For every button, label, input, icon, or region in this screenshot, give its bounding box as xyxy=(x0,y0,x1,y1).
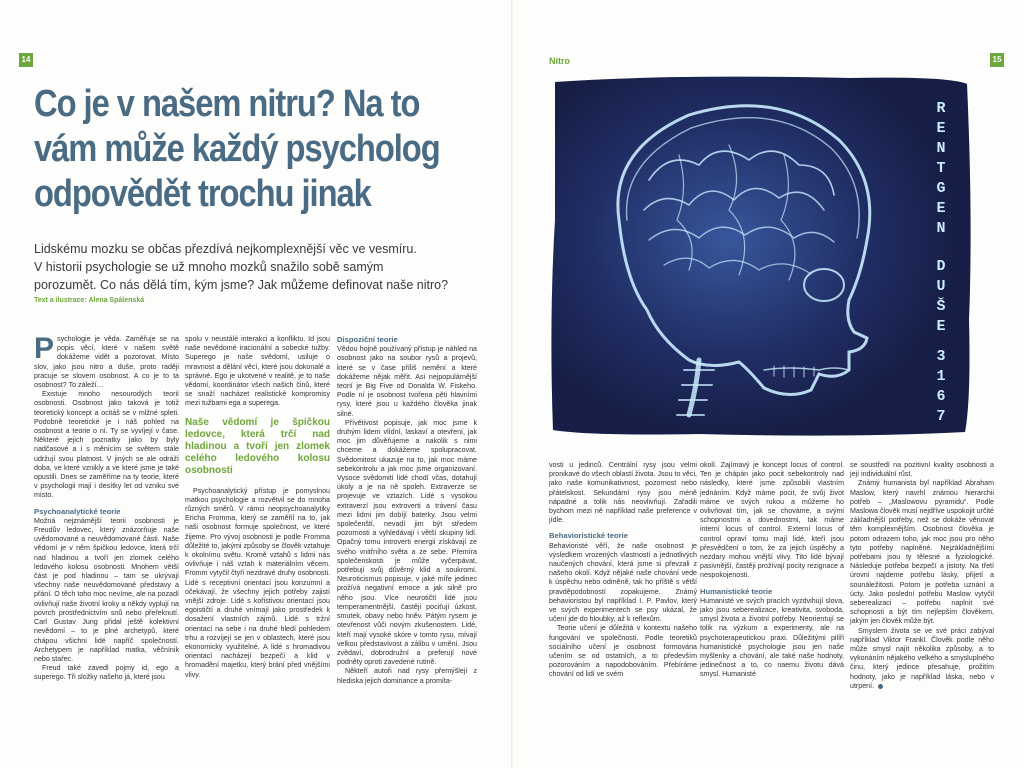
xray-skull-illustration xyxy=(549,70,974,440)
headline-line: Co je v našem nitru? Na to xyxy=(34,83,420,125)
caption-letter: E xyxy=(936,200,946,217)
paragraph: spolu v neustálé interakci a konfliktu. Id jsou naše nevědomé iracionální a sobecké tužby. Superego je naše svědomí, usiluje o mravnost a dělání věcí, které jsou dokonalé a správné. Ego je ukotvené v realitě, je to naše vědomí, koordinátor všech našich činů, které se snaží nacházet realistické kompromisy mezi tužbami ega a superega. xyxy=(185,335,330,408)
paragraph: Vědou hojně používaný přístup je náhled na osobnost jako na soubor rysů a projevů, které se v čase příliš nemění a které dokážeme nějak měřit. Asi nejpopulárnější teorií je Big Five od Donalda W. Fiskeho. Podle ní je osobnost tvořena pěti hlavními rysy, které jsou u každého člověka jinak silné. xyxy=(337,345,477,418)
lede-line: Lidskému mozku se občas přezdívá nejkomplexnější věc ve vesmíru. xyxy=(34,242,417,256)
text-column-6 xyxy=(850,461,994,691)
lede-line: V historii psychologie se už mnoho mozků snažilo sobě samým xyxy=(34,260,384,274)
caption-letter: E xyxy=(936,318,946,335)
paragraph: Psychoanalytický přístup je pomyslnou matkou psychologie a rozvětvil se do mnoha různých směrů. V rámci neopsychoanalytiky Ericha Fromma, který se zaměřil na to, jak naši osobnost formuje společnost, ve které žijeme. Pro vývoj osobnosti je podle Fromma důležité to, jakými způsoby se člověk vztahuje k okolnímu světu. Kromě vztahů s lidmi nás ovlivňuje i náš vztah k materiálním věcem. Fromm vytyčil čtyři nezdravé druhy osobnosti. Lidé s receptivní orientací jsou konzumní a očekávají, že všechny jejich potřeby zajistí vnější zdroje. Lidé s kořistivou orientací jsou egoističtí a druhé vnímají jako prostředek k dosažení vlastních zájmů. Lidé s tržní orientací na sebe i na druhé hledí pohledem trhu a rozvíjejí se jen v oblastech, které jsou ekonomicky využitelné. A lidé s hromadivou orientací nacházejí bezpečí a klid v hromadění majetku, který brání před vnějšími vlivy. xyxy=(185,486,330,679)
text-column-5 xyxy=(700,461,844,680)
xray-illustration-svg xyxy=(549,70,974,440)
text-column-3 xyxy=(337,335,477,686)
caption-letter: R xyxy=(936,100,946,117)
dropcap: P xyxy=(34,332,55,365)
author-credit: Text a ilustrace: Alena Spálenská xyxy=(34,297,145,304)
caption-letter: N xyxy=(936,220,946,237)
paragraph: Humanisté ve svých pracích vyzdvihují slova, jako jsou seberealizace, kreativita, svoboda, smysl života a životní potřeby. Neorientují se tolik na výzkum a experimenty, ale na psychoterapeutickou praxi. Důležitými pilíři humanistické psychologie jsou jen naše myšlenky a chování, ale také naše hodnoty, jedinečnost a to, co naemu životu dává smysl. Humanisté xyxy=(700,596,844,679)
paragraph: Přívětivost popisuje, jak moc jsme k druhým lidem vlídní, laskaví a otevření, jak moc jim důvěřujeme a nakolik s nimi chceme a dokážeme spolupracovat. Svědomitost ukazuje na to, jak moc máme sebekontrolu a jak moc jsme organizovaní. Vysoce svědomití lidé chodí včas, dotahují úkoly a je na ně spoleh. Extraverze se projevuje ve vztazích. Lidé s vysokou extraverzí jsou extroverti a trávení času mezi lidmi jim dobíjí baterky. Jsou velmi společenští, nevadí jim být středem pozornosti a vyhledávají i větší skupiny lidí. Opačný tomu introverti energii získávají ze svého vnitřního světa a ze sebe. Přemíra společenskosti je může vyčerpávat, potřebují svůj důvěrný klid a soukromí. Neuroticismus popisuje, v jaké míře jedinec prožívá negativní emoce a jak silně pro něho jsou. Více neurotičtí lidé jsou temperamentnější, častěji pociťují úzkost, smutek, obavy nebo hněv. Pátým rysem je otevřenost vůči novým zkušenostem. Lidé, kteří mají vysoké skóre v tomto rysu, mívají velkou představivost a zálibu v umění. Jsou zvědaví, dobrodružní a preferují nové podněty oproti zavedené rutině. xyxy=(337,418,477,667)
text-column-4 xyxy=(549,461,697,680)
paragraph: se soustředí na pozitivní kvality osobnosti a její individuální růst. xyxy=(850,461,994,479)
left-page-number: 14 xyxy=(19,53,33,67)
subheading: Behavioristické teorie xyxy=(549,531,628,541)
article-headline xyxy=(34,82,440,217)
paragraph: Smyslem života se ve své práci zabýval například Viktor Frankl. Člověk podle něho může smysl najít několika způsoby, a to vykonáním nějakého velkého a smysluplného činu, který jedince přesahuje, prožitím hodnoty, jako je například láska, nebo v utrpení. xyxy=(850,626,994,690)
caption-letter: 1 xyxy=(936,368,946,385)
page-gutter xyxy=(511,0,513,768)
right-page-number: 15 xyxy=(990,53,1004,67)
caption-letter: D xyxy=(936,258,946,275)
headline-line: odpovědět trochu jinak xyxy=(34,173,371,215)
paragraph: Teorie učení je důležitá v kontextu našeho fungování ve společnosti. Podle teoretiků sociálního učení je osobnost formována učením se od ostatních, a to především pozorováním a napodobováním. Přebíráme chování od lidí ve svém xyxy=(549,624,697,679)
article-lede xyxy=(34,240,474,294)
paragraph: Behavioristé věří, že naše osobnost je výsledkem vrozených vlastností a jednotlivých naučených chování, která jsme si převzali z našeho okolí. Když nějaké naše chování vede k úspěchu nebo odměně, tak ho příště s větší pravděpodobností zopakujeme. Známý behavioristou byl například I. P. Pavlov, který ve svých experimentech se psy ukázal, že učení jde do hloubky, až k reflexům. xyxy=(549,541,697,624)
caption-letter: T xyxy=(936,160,946,177)
paragraph: Možná nejznámější teorii osobnosti je Freudův ledovec, který znázorňuje naše uvědomované a neuvědomované části. Naše vědomí je v něm špičkou ledovce, která trčí nad hladinou a tvoří jen zlomek celého ledového kolosu osobnosti. Mnohem větší část je pod hladinou – tam se ukrývají všechny naše neuvědomované představy a přání. O těch toho moc nevíme, ale na pozadí ovlivňují naše životní kroky a někdy vyplují na povrch prostřednictvím snů nebo přeřeknutí. Carl Gustav Jung přidal ještě kolektivní nevědomí – to je plné archetypů, které chápou všichni lidé napříč společností. Archetypem je například matka, věčnínik nebo stařec. xyxy=(34,516,179,663)
subheading: Dispoziční teorie xyxy=(337,335,398,344)
pull-quote: Naše vědomí je špičkou ledovce, která trčí nad hladinou a tvoří jen zlomek celého ledového kolosu osobnosti xyxy=(185,416,330,476)
caption-letter: 3 xyxy=(936,348,946,365)
paragraph: Psychologie je věda. Zaměřuje se na popis věcí, které v našem světě dokážeme vidět a pozorovat. Místo slov, jako jsou nitro a duše, proto raději pracuje se slovem osobnost. A co je to ta osobnost? To záleží… xyxy=(34,332,179,390)
caption-letter: 6 xyxy=(936,388,946,405)
paragraph: vosti u jedinců. Centrální rysy jsou velmi pronikavé do všech oblastí života. Jsou to věci, jako naše komunikativnost, pozornost nebo přátelskost. Sekundární rysy jsou méně nápadné a tolik nás neovlivňují. Zařadili bychom mezi ně například naše preference v jídle. xyxy=(549,461,697,525)
subheading: Psychoanalytické teorie xyxy=(34,506,121,516)
headline-line: vám může každý psycholog xyxy=(34,128,440,170)
caption-letter: E xyxy=(936,120,946,137)
text-column-1 xyxy=(34,332,179,683)
text-column-2 xyxy=(185,335,330,680)
paragraph: okolí. Zajímavý je koncept locus of control. Ten je chápán jako pocit sebekontroly nad následky, které jsme způsobili vlastním jednáním. Když máme pocit, že svůj život máme ve svých rukou a můžeme ho ovlivňovat tím, jak se chováme, a svými schopnostmi a dovednostmi, tak máme interní locus of control. Externí locus of control opraví tomu mají lidé, kteří jsou přesvědčení o tom, že za jejich úspěchy a nezdary mohou vnější vlivy. Tito lidé bývají pasivnější, častěji prožívají pocity rezignace a nespokojenosti. xyxy=(700,461,844,580)
caption-letter: G xyxy=(936,180,946,197)
paragraph: Někteří autoři nad rysy přemýšlejí z hlediska jejich dominance a promíta- xyxy=(337,667,477,685)
lede-line: porozumět. Co nás dělá tím, kým jsme? Jak můžeme definovat naše nitro? xyxy=(34,278,449,292)
end-of-article-mark xyxy=(878,684,883,689)
section-label: Nitro xyxy=(549,56,570,66)
caption-letter: Š xyxy=(936,298,946,315)
caption-letter: U xyxy=(936,278,946,295)
paragraph: Známý humanista byl například Abraham Maslow, který navrhl známou hierarchii potřeb – „Maslowovu pyramidu“. Podle Maslowa člověk musí nejdříve uspokojit určité základnější potřeby, než se dokáže věnovat těm komplexnějším. Osobnost člověka je potom odrazem toho, jak moc jsou pro něho tyto potřeby naplněné. Nejzákladnějšími potřebami jsou ty tělesné a fyziologické. Následuje potřeba bezpečí a jistoty. Na třetí úrovni najdeme potřebu lásky, přijetí a sounáležitosti. Potom je potřeba uznání a úcty. Jako poslední potřebu Maslow vytyčil seberealizaci – potřebu naplnit své schopnosti a být tím nejlepším člověkem, jakým jen člověk může být. xyxy=(850,479,994,626)
subheading: Humanistické teorie xyxy=(700,586,773,596)
paragraph: Freud také zavedl pojmy id, ego a superego. Tři složky našeho já, které jsou xyxy=(34,664,179,682)
caption-letter: N xyxy=(936,140,946,157)
paragraph: Existuje mnoho nesourodých teorií osobnosti. Osobnost jako taková je totiž teoretický koncept a ocitáš se v mlžné spleti. Podobně teoretické je i náš pohled na osobnost a teorie o ní. Ty se vyvíjejí v čase. Některé jejich poznatky jako by byly nadčasové a i s měnícím se světem stále udržují svou platnost. V jiných se ale odráží doba, ve které vznikly a ve které jsme je také opustili. Dnes se zaměříme na ty teorie, které v psychologii mají i desítky let od vzniku své místo. xyxy=(34,390,179,500)
xray-caption xyxy=(936,100,945,425)
caption-letter: 7 xyxy=(936,408,946,425)
